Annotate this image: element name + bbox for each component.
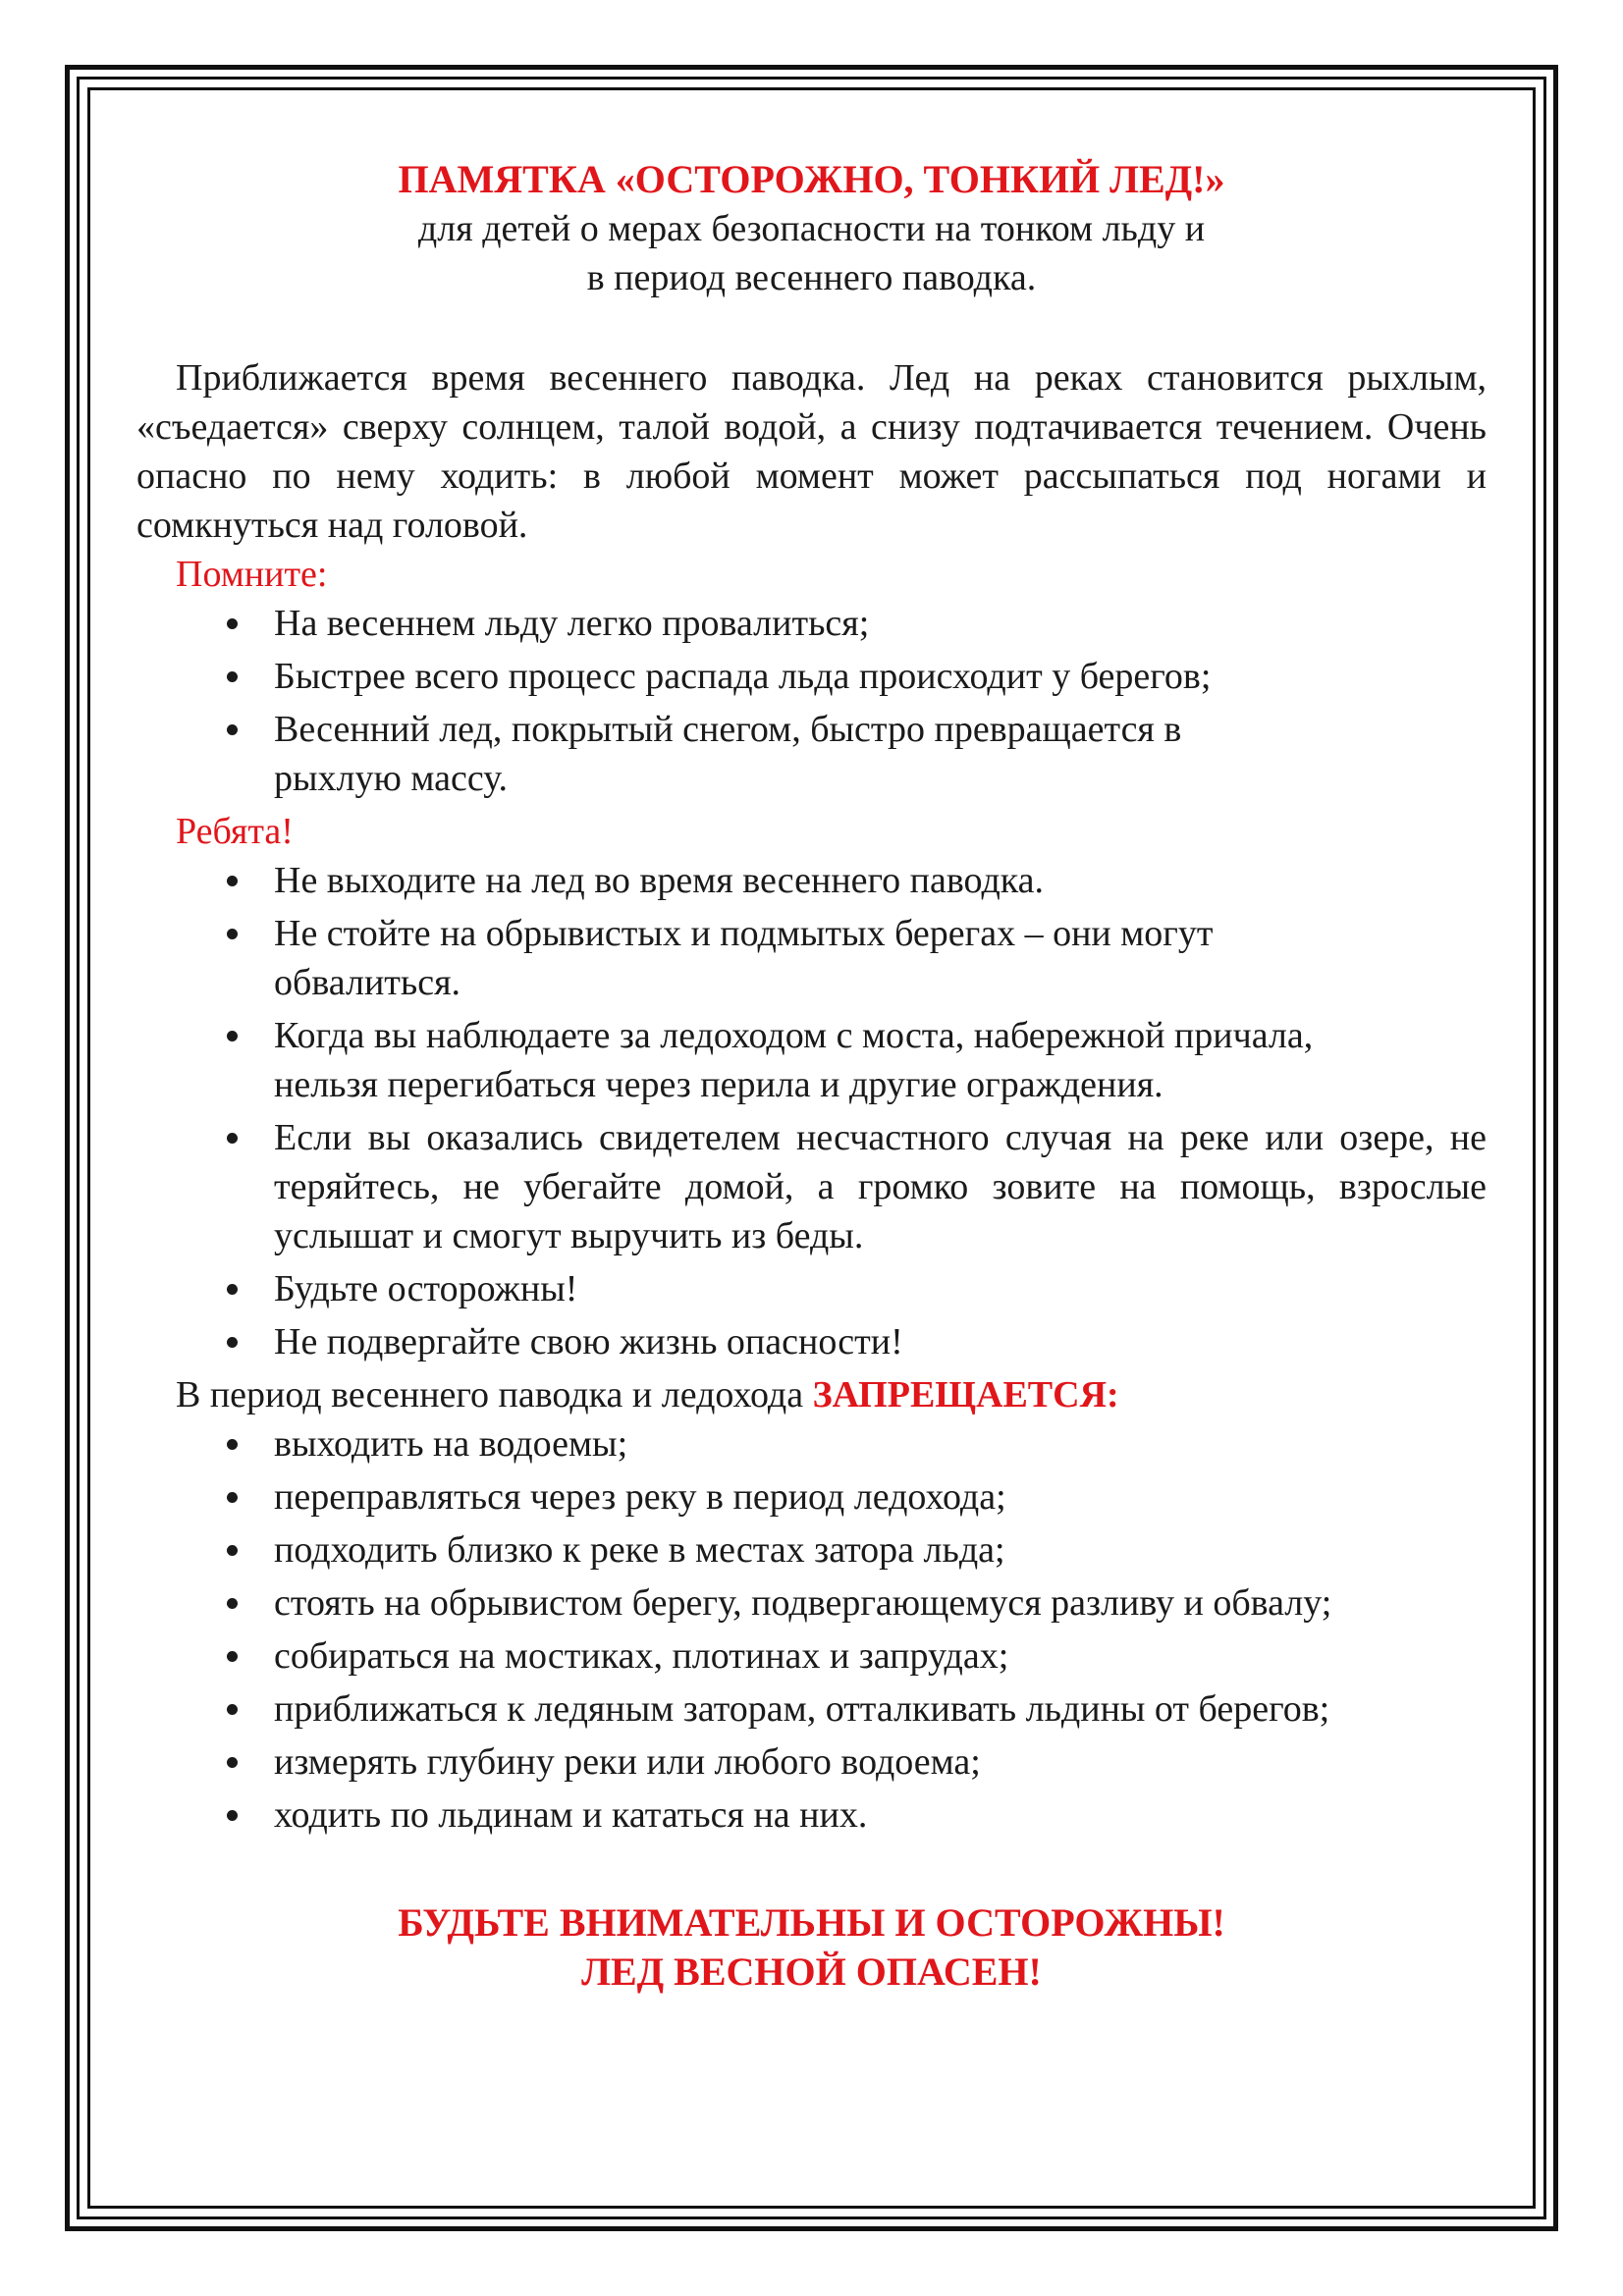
list-item-text: стоять на обрывистом берегу, подвергающемуся разливу и обвалу;	[274, 1582, 1332, 1624]
intro-paragraph: Приближается время весеннего паводка. Лед на реках становится рыхлым, «съедается» сверху солнцем, талой водой, а снизу подтачивается течением. Очень опасно по нему ходить: в любой момент может рассыпаться под ногами и сомкнуться над головой.	[136, 357, 1487, 546]
bullet-icon	[227, 671, 238, 682]
bullet-icon	[227, 724, 238, 735]
remember-list	[136, 599, 1487, 803]
list-item	[274, 1525, 1487, 1575]
remember-heading: Помните:	[176, 554, 328, 595]
list-item-text: подходить близко к реке в местах затора льда;	[274, 1529, 1005, 1571]
bullet-icon	[227, 1337, 238, 1348]
list-item	[274, 705, 1295, 803]
bullet-icon	[227, 929, 238, 939]
bullet-icon	[227, 1704, 238, 1715]
kids-heading: Ребята!	[176, 811, 294, 852]
list-item	[274, 1578, 1413, 1628]
list-item	[274, 909, 1374, 1007]
list-item	[274, 1011, 1315, 1109]
list-item	[274, 1419, 1487, 1468]
list-item	[274, 1472, 1487, 1522]
bullet-icon	[227, 1284, 238, 1295]
list-item-text: Весенний лед, покрытый снегом, быстро превращается в рыхлую массу.	[274, 709, 1182, 799]
list-item-text: Не выходите на лед во время весеннего паводка.	[274, 860, 1045, 901]
memo-subtitle-line1: для детей о мерах безопасности на тонком льду и	[417, 208, 1206, 249]
bullet-icon	[227, 1492, 238, 1503]
list-item-text: приближаться к ледяным заторам, отталкивать льдины от берегов;	[274, 1688, 1330, 1730]
list-item-text: выходить на водоемы;	[274, 1423, 628, 1465]
list-item-text: Не подвергайте свою жизнь опасности!	[274, 1321, 903, 1362]
list-item	[274, 1631, 1487, 1681]
bullet-icon	[227, 876, 238, 886]
list-item-text: измерять глубину реки или любого водоема;	[274, 1741, 981, 1783]
forbidden-list	[136, 1419, 1487, 1840]
memo-title: ПАМЯТКА «ОСТОРОЖНО, ТОНКИЙ ЛЕД!»	[398, 157, 1225, 201]
list-item	[274, 1684, 1393, 1734]
bullet-icon	[227, 1651, 238, 1662]
memo-subtitle-line2: в период весеннего паводка.	[586, 257, 1037, 298]
list-item	[274, 856, 1487, 905]
list-item-text: Быстрее всего процесс распада льда происходит у берегов;	[274, 656, 1212, 697]
list-item	[274, 652, 1487, 701]
bullet-icon	[227, 1598, 238, 1609]
list-item	[274, 1317, 1487, 1366]
list-item-text: переправляться через реку в период ледохода;	[274, 1476, 1006, 1518]
list-item	[274, 1790, 1487, 1840]
forbidden-heading-prefix: В период весеннего паводка и ледохода	[176, 1374, 813, 1415]
bullet-icon	[227, 1810, 238, 1821]
list-item	[274, 1264, 1487, 1313]
list-item-text: собираться на мостиках, плотинах и запрудах;	[274, 1635, 1009, 1677]
kids-list	[136, 856, 1487, 1366]
list-item-text: Когда вы наблюдаете за ледоходом с моста, набережной причала, нельзя перегибаться через перила и другие ограждения.	[274, 1015, 1314, 1105]
list-item	[274, 1113, 1487, 1260]
closing-line2: ЛЕД ВЕСНОЙ ОПАСЕН!	[581, 1949, 1042, 1994]
bullet-icon	[227, 1133, 238, 1144]
bullet-icon	[227, 1545, 238, 1556]
closing-block	[136, 1898, 1487, 1997]
list-item-text: ходить по льдинам и кататься на них.	[274, 1794, 868, 1836]
list-item	[274, 1737, 1487, 1787]
forbidden-heading-emphasis: ЗАПРЕЩАЕТСЯ:	[812, 1374, 1119, 1415]
bullet-icon	[227, 1757, 238, 1768]
bullet-icon	[227, 1439, 238, 1450]
list-item-text: Если вы оказались свидетелем несчастного случая на реке или озере, не теряйтесь, не убегайте домой, а громко зовите на помощь, взрослые услышат и смогут выручить из беды.	[274, 1117, 1487, 1256]
list-item-text: Будьте осторожны!	[274, 1268, 578, 1309]
closing-line1: БУДЬТЕ ВНИМАТЕЛЬНЫ И ОСТОРОЖНЫ!	[398, 1900, 1225, 1945]
list-item-text: Не стойте на обрывистых и подмытых берегах – они могут обвалиться.	[274, 913, 1214, 1003]
list-item-text: На весеннем льду легко провалиться;	[274, 603, 870, 644]
bullet-icon	[227, 618, 238, 629]
bullet-icon	[227, 1031, 238, 1041]
forbidden-heading	[176, 1370, 1487, 1419]
memo-content	[136, 155, 1487, 1997]
list-item	[274, 599, 1487, 648]
